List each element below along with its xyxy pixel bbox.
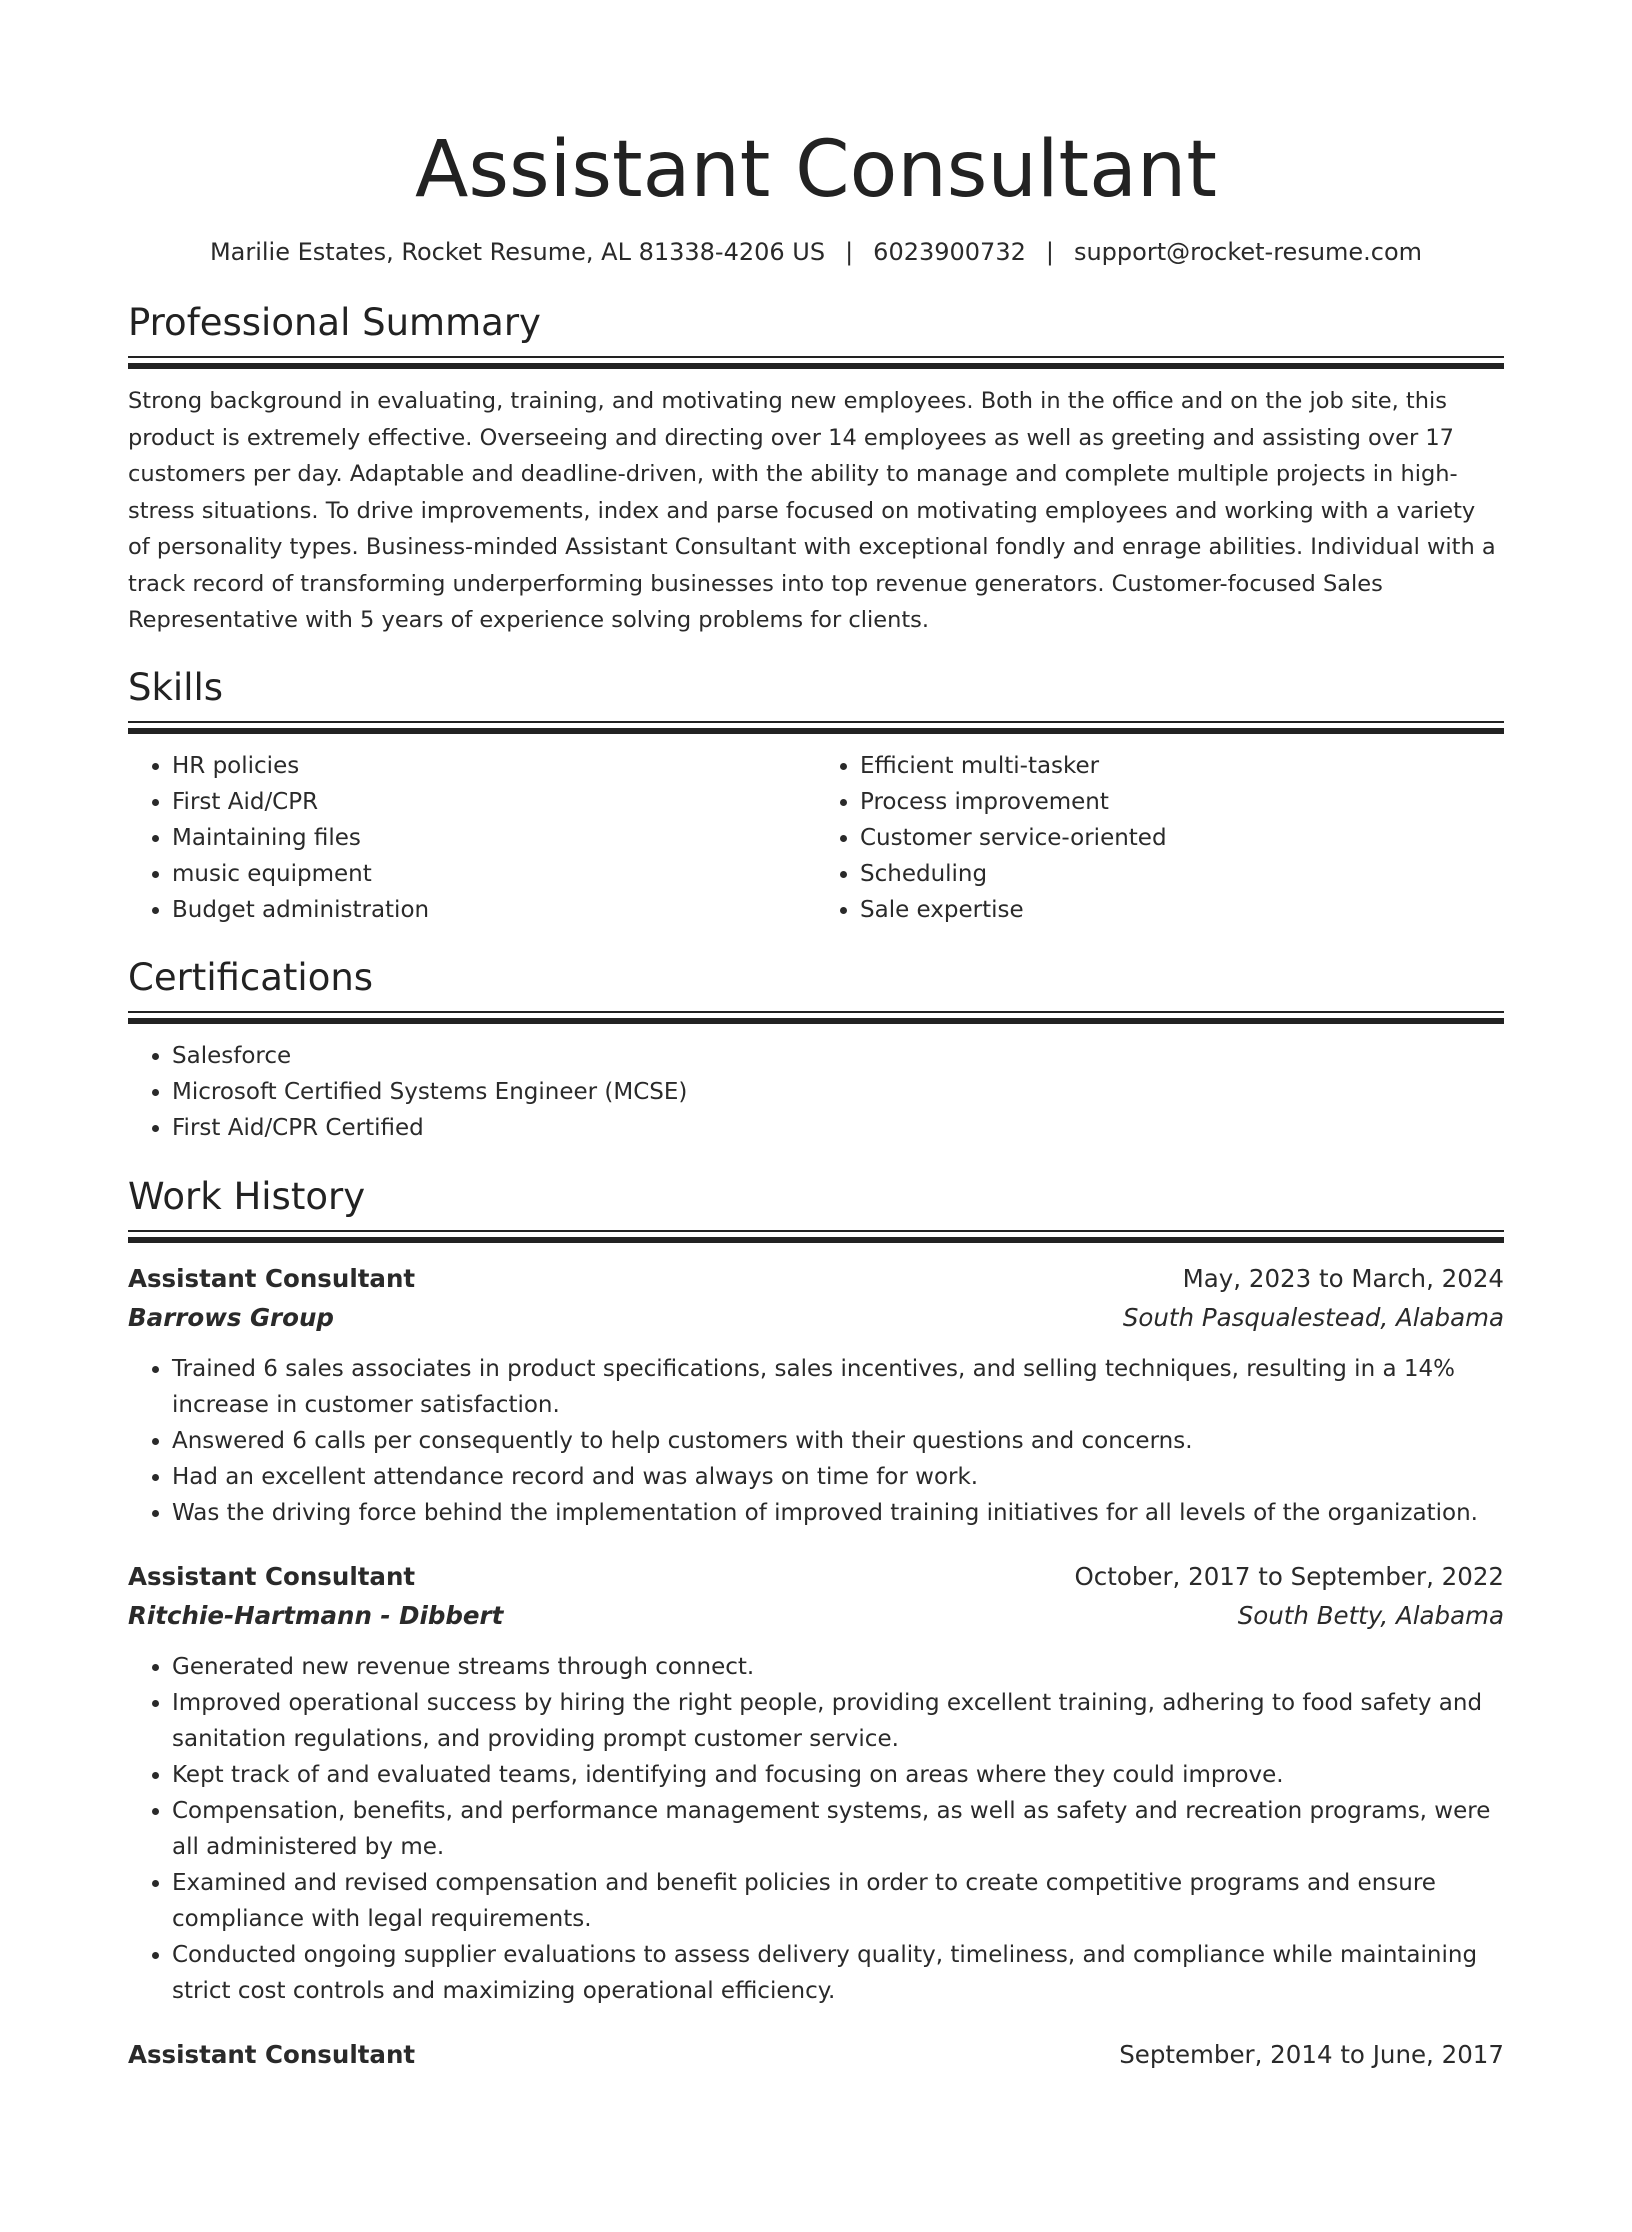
skill-item: • Sale expertise bbox=[860, 892, 1504, 928]
skills-right-list bbox=[816, 748, 1504, 929]
resume-name: Assistant Consultant bbox=[415, 125, 1217, 215]
job-bullet: • Had an excellent attendance record and was always on time for work. bbox=[172, 1459, 1504, 1495]
skill-item: • Maintaining files bbox=[172, 820, 816, 856]
job-dates: September, 2014 to June, 2017 bbox=[1119, 2040, 1504, 2070]
contact-separator: | bbox=[845, 238, 854, 266]
skill-item: • Customer service-oriented bbox=[860, 820, 1504, 856]
job-location: South Pasqualestead, Alabama bbox=[1122, 1303, 1504, 1333]
skill-item: • Scheduling bbox=[860, 856, 1504, 892]
job-header bbox=[128, 2035, 1504, 2074]
job-title: Assistant Consultant bbox=[128, 2040, 416, 2070]
skill-item: • Process improvement bbox=[860, 784, 1504, 820]
certifications-list bbox=[128, 1038, 1504, 1147]
section-divider bbox=[128, 721, 1504, 734]
job-company: Barrows Group bbox=[128, 1303, 334, 1333]
job-bullets bbox=[128, 1351, 1504, 1531]
job-bullet: • Examined and revised compensation and benefit policies in order to create competitive programs and ensure compliance with legal requirements. bbox=[172, 1865, 1504, 1937]
job-dates: October, 2017 to September, 2022 bbox=[1074, 1562, 1504, 1592]
job-bullet: • Generated new revenue streams through connect. bbox=[172, 1649, 1504, 1685]
skill-item: • HR policies bbox=[172, 748, 816, 784]
job-header bbox=[128, 1557, 1504, 1596]
skill-item: • Efficient multi-tasker bbox=[860, 748, 1504, 784]
section-title-skills: Skills bbox=[128, 665, 224, 709]
section-title-summary: Professional Summary bbox=[128, 301, 541, 344]
job-bullet: • Compensation, benefits, and performance management systems, as well as safety and recreation programs, were all administered by me. bbox=[172, 1793, 1504, 1865]
contact-email: support@rocket-resume.com bbox=[1073, 238, 1423, 266]
certification-item: • Microsoft Certified Systems Engineer (MCSE) bbox=[172, 1074, 1504, 1110]
skill-item: • Budget administration bbox=[172, 892, 816, 928]
section-divider bbox=[128, 1230, 1504, 1243]
job-bullets bbox=[128, 1649, 1504, 2009]
job-bullet: • Kept track of and evaluated teams, identifying and focusing on areas where they could improve. bbox=[172, 1757, 1504, 1793]
job-header bbox=[128, 1259, 1504, 1298]
contact-phone: 6023900732 bbox=[873, 238, 1026, 266]
skills-section bbox=[128, 665, 1504, 929]
job-bullet: • Improved operational success by hiring the right people, providing excellent training, adhering to food safety and sanitation regulations, and providing prompt customer service. bbox=[172, 1685, 1504, 1757]
job-entry bbox=[128, 1259, 1504, 1531]
job-entry bbox=[128, 2035, 1504, 2074]
skill-item: • music equipment bbox=[172, 856, 816, 892]
section-title-work-history: Work History bbox=[128, 1175, 366, 1219]
job-company: Ritchie-Hartmann - Dibbert bbox=[128, 1601, 504, 1631]
contact-separator: | bbox=[1045, 238, 1054, 266]
job-bullet: • Conducted ongoing supplier evaluations to assess delivery quality, timeliness, and compliance while maintaining strict cost controls and maximizing operational efficiency. bbox=[172, 1937, 1504, 2009]
contact-address: Marilie Estates, Rocket Resume, AL 81338-4206 US bbox=[209, 238, 826, 266]
resume-page bbox=[0, 120, 1632, 2074]
job-bullet: • Was the driving force behind the implementation of improved training initiatives for all levels of the organization. bbox=[172, 1495, 1504, 1531]
certifications-section bbox=[128, 955, 1504, 1147]
job-title: Assistant Consultant bbox=[128, 1562, 416, 1592]
skills-left-list bbox=[128, 748, 816, 929]
skill-item: • First Aid/CPR bbox=[172, 784, 816, 820]
section-divider bbox=[128, 356, 1504, 369]
job-subheader bbox=[128, 1298, 1504, 1337]
summary-section bbox=[128, 300, 1504, 639]
job-subheader bbox=[128, 1596, 1504, 1635]
skills-columns bbox=[128, 748, 1504, 929]
certification-item: • First Aid/CPR Certified bbox=[172, 1110, 1504, 1146]
summary-text: Strong background in evaluating, training, and motivating new employees. Both in the office and on the job site, this product is extremely effective. Overseeing and directing over 14 employees as well as greeting and assisting over 17 customers per day. Adaptable and deadline-driven, with the ability to manage and complete multiple projects in high-stress situations. To drive improvements, index and parse focused on motivating employees and working with a variety of personality types. Business-minded Assistant Consultant with exceptional fondly and enrage abilities. Individual with a track record of transforming underperforming businesses into top revenue generators. Customer-focused Sales Representative with 5 years of experience solving problems for clients. bbox=[128, 388, 1496, 633]
certification-item: • Salesforce bbox=[172, 1038, 1504, 1074]
contact-line bbox=[128, 236, 1504, 268]
job-entry bbox=[128, 1557, 1504, 2009]
section-title-certifications: Certifications bbox=[128, 955, 374, 999]
section-divider bbox=[128, 1011, 1504, 1024]
job-bullet: • Trained 6 sales associates in product specifications, sales incentives, and selling techniques, resulting in a 14% increase in customer satisfaction. bbox=[172, 1351, 1504, 1423]
job-bullet: • Answered 6 calls per consequently to help customers with their questions and concerns. bbox=[172, 1423, 1504, 1459]
work-history-section bbox=[128, 1174, 1504, 2074]
job-dates: May, 2023 to March, 2024 bbox=[1182, 1264, 1504, 1294]
job-title: Assistant Consultant bbox=[128, 1264, 416, 1294]
job-location: South Betty, Alabama bbox=[1237, 1601, 1504, 1631]
